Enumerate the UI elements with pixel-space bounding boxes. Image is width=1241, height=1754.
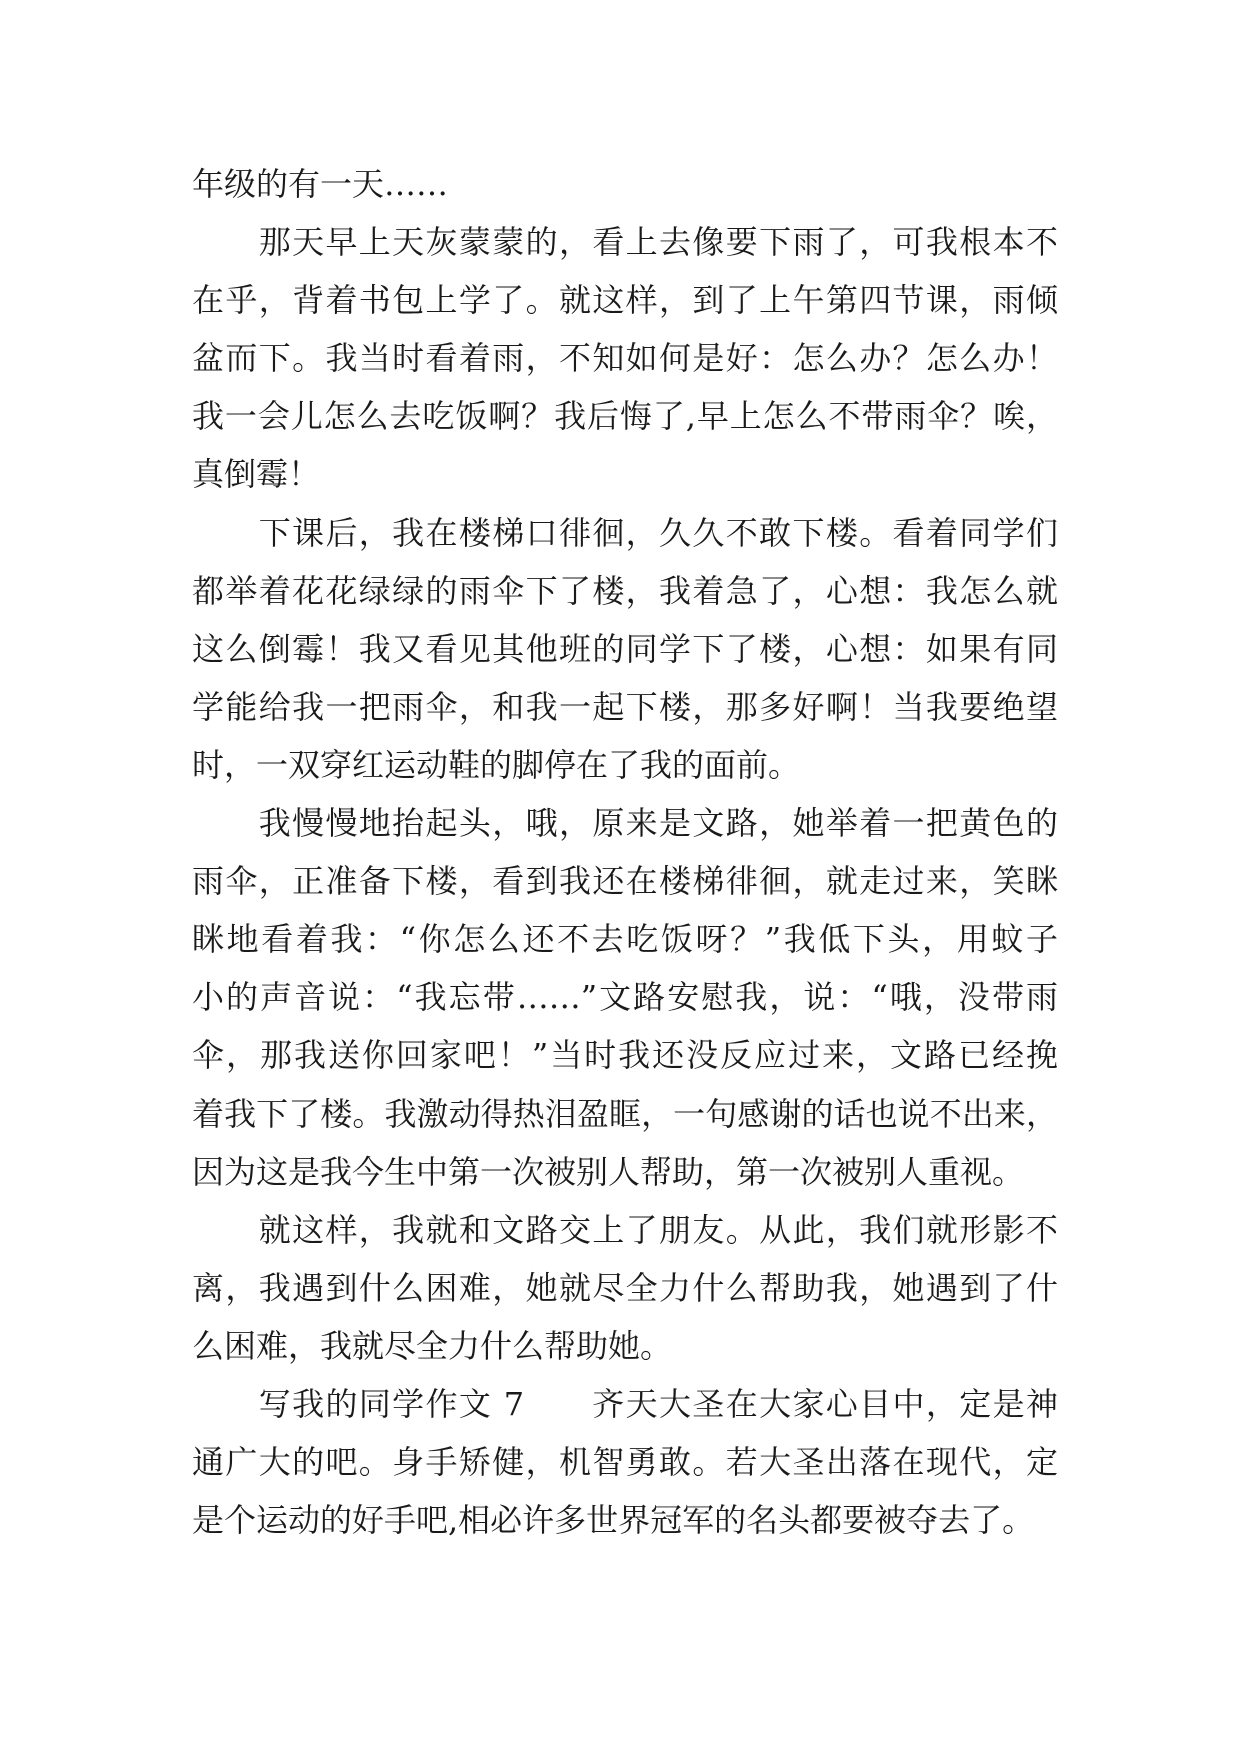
text-line: 我一会儿怎么去吃饭啊？我后悔了,早上怎么不带雨伞？唉， (192, 397, 1058, 436)
text-line: 是个运动的好手吧,相必许多世界冠军的名头都要被夺去了。 (192, 1501, 1035, 1540)
text-line: 通广大的吧。身手矫健，机智勇敢。若大圣出落在现代，定 (192, 1443, 1058, 1482)
text-line: 因为这是我今生中第一次被别人帮助，第一次被别人重视。 (192, 1152, 1025, 1191)
text-line: 眯地看着我：“你怎么还不去吃饭呀？”我低下头，用蚊子 (192, 920, 1058, 959)
text-line: 写我的同学作文 7 齐天大圣在大家心目中，定是神 (192, 1384, 1058, 1423)
text-line: 年级的有一天…… (192, 165, 449, 203)
text-line: 离，我遇到什么困难，她就尽全力什么帮助我，她遇到了什 (192, 1268, 1058, 1307)
essay-text (192, 155, 1058, 1549)
text-line: 雨伞，正准备下楼，看到我还在楼梯徘徊，就走过来，笑眯 (192, 862, 1058, 901)
text-line: 我慢慢地抬起头，哦，原来是文路，她举着一把黄色的 (192, 804, 1058, 843)
text-line: 小的声音说：“我忘带……”文路安慰我，说：“哦，没带雨 (192, 978, 1058, 1017)
text-line: 时，一双穿红运动鞋的脚停在了我的面前。 (192, 745, 801, 784)
text-line: 这么倒霉！我又看见其他班的同学下了楼，心想：如果有同 (192, 629, 1058, 668)
text-line: 就这样，我就和文路交上了朋友。从此，我们就形影不 (192, 1210, 1058, 1249)
text-line: 盆而下。我当时看着雨，不知如何是好：怎么办？怎么办！ (192, 339, 1058, 378)
text-line: 学能给我一把雨伞，和我一起下楼，那多好啊！当我要绝望 (192, 687, 1058, 726)
text-line: 伞，那我送你回家吧！”当时我还没反应过来，文路已经挽 (192, 1036, 1058, 1075)
text-line: 那天早上天灰蒙蒙的，看上去像要下雨了，可我根本不 (192, 223, 1058, 262)
text-line: 着我下了楼。我激动得热泪盈眶，一句感谢的话也说不出来， (192, 1094, 1058, 1133)
text-line: 真倒霉！ (192, 455, 321, 494)
text-line: 下课后，我在楼梯口徘徊，久久不敢下楼。看着同学们 (192, 513, 1058, 552)
text-line: 都举着花花绿绿的雨伞下了楼，我着急了，心想：我怎么就 (192, 571, 1058, 610)
text-line: 在乎，背着书包上学了。就这样，到了上午第四节课，雨倾 (192, 281, 1058, 320)
text-line: 么困难，我就尽全力什么帮助她。 (192, 1326, 673, 1365)
